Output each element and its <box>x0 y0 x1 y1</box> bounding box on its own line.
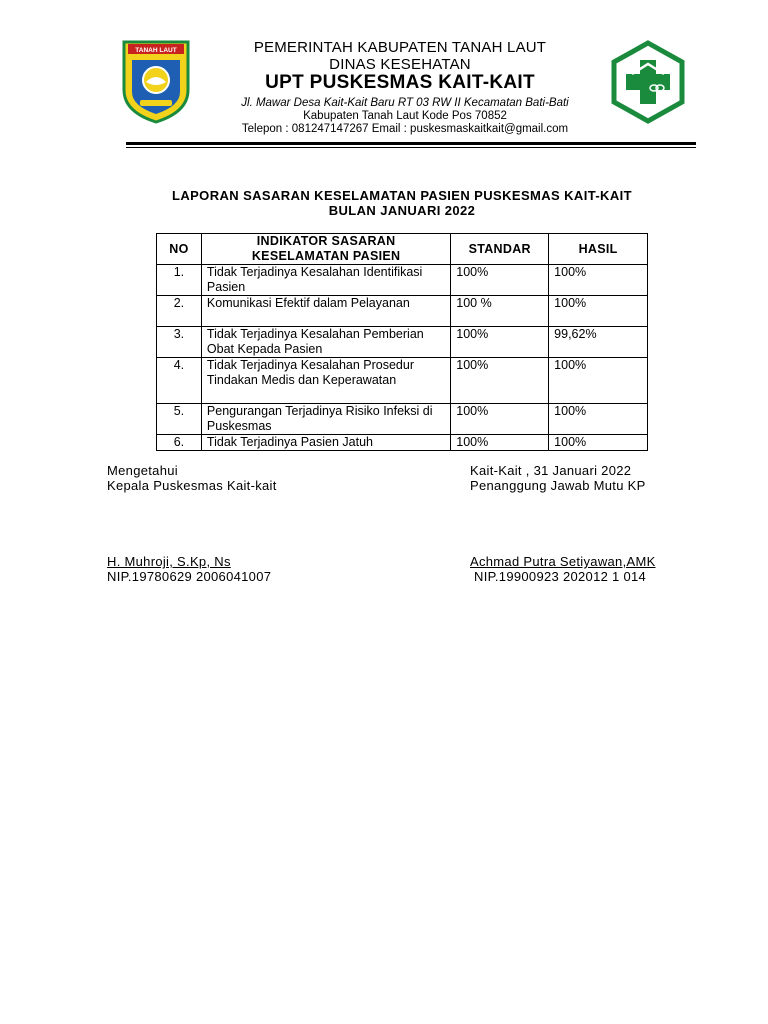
row-indicator: Tidak Terjadinya Kesalahan Identifikasi Pasien <box>201 265 450 296</box>
table-row <box>157 404 648 435</box>
letterhead-rule-thick <box>126 142 696 145</box>
row-no: 1. <box>157 265 202 296</box>
sig-right-position: Penanggung Jawab Mutu KP <box>470 478 646 493</box>
row-no: 6. <box>157 435 202 451</box>
row-standar: 100% <box>451 327 549 358</box>
logo-banner-text: TANAH LAUT <box>135 47 177 54</box>
row-standar: 100% <box>451 404 549 435</box>
row-hasil: 100% <box>549 435 648 451</box>
report-title: LAPORAN SASARAN KESELAMATAN PASIEN PUSKESMAS KAIT-KAIT <box>171 188 632 203</box>
sig-right-place-date: Kait-Kait , 31 Januari 2022 <box>470 463 632 478</box>
sig-right-nip: NIP.19900923 202012 1 014 <box>474 569 647 584</box>
row-hasil: 100% <box>549 358 648 404</box>
table-header-row <box>157 234 648 265</box>
row-standar: 100% <box>451 358 549 404</box>
row-indicator: Tidak Terjadinya Kesalahan Prosedur Tindakan Medis dan Keperawatan <box>201 358 450 404</box>
row-indicator: Tidak Terjadinya Pasien Jatuh <box>201 435 450 451</box>
col-header-standar: STANDAR <box>451 234 549 265</box>
tanah-laut-logo <box>120 38 192 124</box>
row-hasil: 100% <box>549 296 648 327</box>
sig-left-acknowledge: Mengetahui <box>107 463 178 478</box>
puskesmas-logo <box>610 40 686 124</box>
table-row <box>157 296 648 327</box>
indicator-table <box>156 233 648 451</box>
col-header-hasil: HASIL <box>549 234 648 265</box>
row-hasil: 100% <box>549 404 648 435</box>
row-indicator: Tidak Terjadinya Kesalahan Pemberian Obat Kepada Pasien <box>201 327 450 358</box>
row-indicator: Pengurangan Terjadinya Risiko Infeksi di Puskesmas <box>201 404 450 435</box>
row-no: 2. <box>157 296 202 327</box>
header-address-2: Kabupaten Tanah Laut Kode Pos 70852 <box>303 110 507 122</box>
row-hasil: 100% <box>549 265 648 296</box>
table-row <box>157 358 648 404</box>
sig-left-position: Kepala Puskesmas Kait-kait <box>107 478 277 493</box>
row-hasil: 99,62% <box>549 327 648 358</box>
letterhead-rule-thin <box>126 147 696 148</box>
header-institution: UPT PUSKESMAS KAIT-KAIT <box>265 72 535 93</box>
row-standar: 100% <box>451 265 549 296</box>
row-indicator: Komunikasi Efektif dalam Pelayanan <box>201 296 450 327</box>
row-standar: 100 % <box>451 296 549 327</box>
header-department: DINAS KESEHATAN <box>329 56 471 73</box>
row-no: 5. <box>157 404 202 435</box>
col-header-indicator: INDIKATOR SASARAN KESELAMATAN PASIEN <box>201 234 450 265</box>
header-government: PEMERINTAH KABUPATEN TANAH LAUT <box>253 39 547 56</box>
table-row <box>157 435 648 451</box>
sig-left-name: H. Muhroji, S.Kp, Ns <box>107 554 231 569</box>
table-row <box>157 265 648 296</box>
table-row <box>157 327 648 358</box>
report-subtitle: BULAN JANUARI 2022 <box>328 203 476 218</box>
sig-right-name: Achmad Putra Setiyawan,AMK <box>470 554 656 569</box>
header-contact: Telepon : 081247147267 Email : puskesmaskaitkait@gmail.com <box>241 123 569 135</box>
sig-left-nip: NIP.19780629 2006041007 <box>107 569 272 584</box>
row-no: 4. <box>157 358 202 404</box>
row-standar: 100% <box>451 435 549 451</box>
header-address-1: Jl. Mawar Desa Kait-Kait Baru RT 03 RW II Kecamatan Bati-Bati <box>241 97 569 109</box>
col-header-no: NO <box>157 234 202 265</box>
row-no: 3. <box>157 327 202 358</box>
